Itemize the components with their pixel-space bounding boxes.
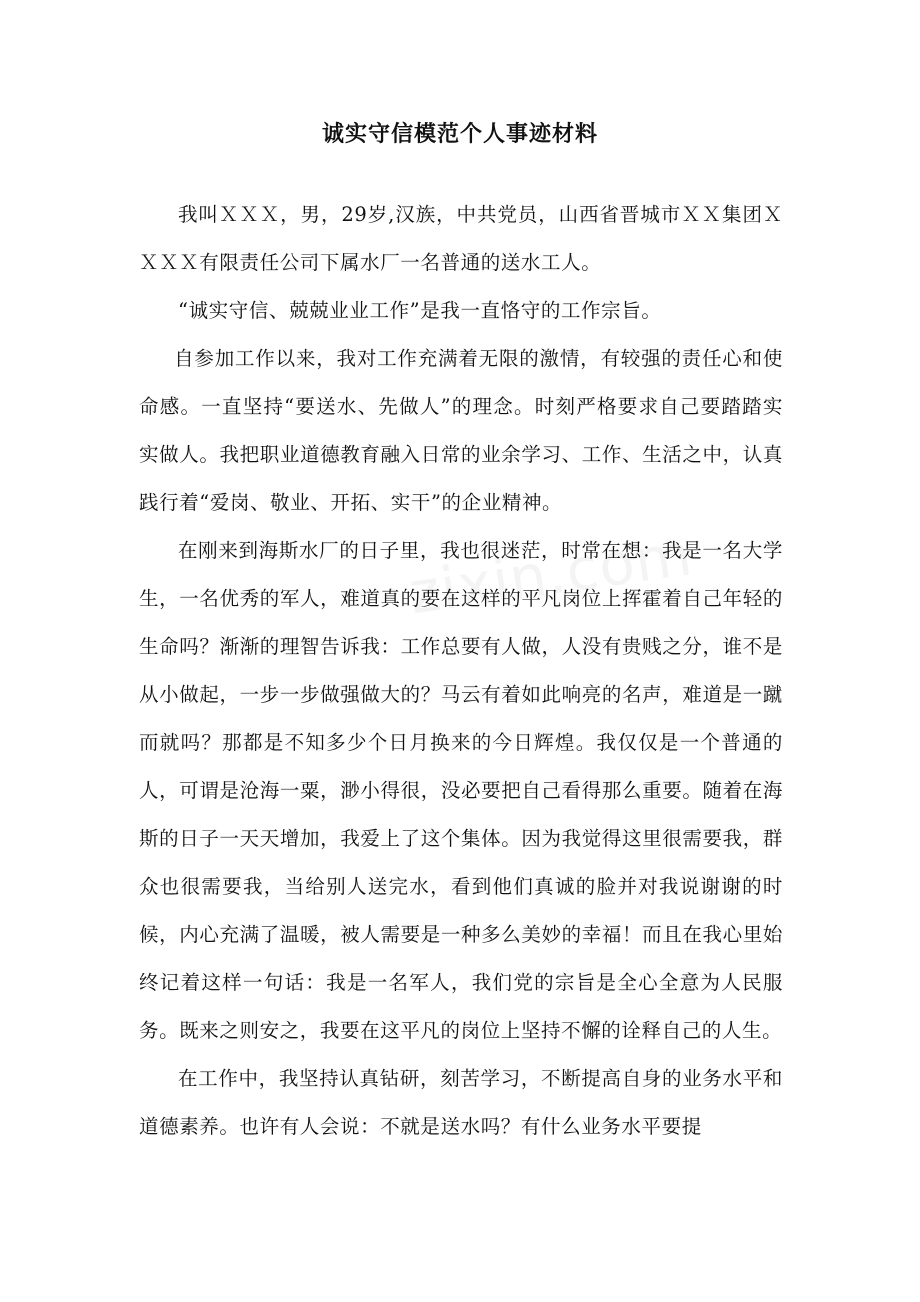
document-title: 诚实守信模范个人事迹材料	[321, 122, 598, 147]
document-body	[139, 191, 783, 1151]
paragraph-attitude: 自参加工作以来，我对工作充满着无限的激情，有较强的责任心和使命感。一直坚持“要送水、先做人”的理念。时刻严格要求自己要踏踏实实做人。我把职业道德教育融入日常的业余学习、工作、生活之中，认真践行着“爱岗、敬业、开拓、实干”的企业精神。	[139, 347, 783, 514]
paragraph-work: 在工作中，我坚持认真钻研，刻苦学习，不断提高自身的业务水平和道德素养。也许有人会说：不就是送水吗？有什么业务水平要提	[139, 1067, 783, 1138]
paragraph-story: 在刚来到海斯水厂的日子里，我也很迷茫，时常在想：我是一名大学生，一名优秀的军人，难道真的要在这样的平凡岗位上挥霍着自己年轻的生命吗？渐渐的理智告诉我：工作总要有人做，人没有贵贱之分，谁不是从小做起，一步一步做强做大的？马云有着如此响亮的名声，难道是一蹴而就吗？那都是不知多少个日月换来的今日辉煌。我仅仅是一个普通的人，可谓是沧海一粟，渺小得很，没必要把自己看得那么重要。随着在海斯的日子一天天增加，我爱上了这个集体。因为我觉得这里很需要我，群众也很需要我，当给别人送完水，看到他们真诚的脸并对我说谢谢的时候，内心充满了温暖，被人需要是一种多么美妙的幸福！而且在我心里始终记着这样一句话：我是一名军人，我们党的宗旨是全心全意为人民服务。既来之则安之，我要在这平凡的岗位上坚持不懈的诠释自己的人生。	[139, 539, 783, 1042]
paragraph-motto: “诚实守信、兢兢业业工作”是我一直恪守的工作宗旨。	[178, 299, 662, 322]
paragraph-intro: 我叫ＸＸＸ，男，29岁,汉族，中共党员，山西省晋城市ＸＸ集团ＸＸＸＸ有限责任公司下属水厂一名普通的送水工人。	[139, 203, 783, 274]
